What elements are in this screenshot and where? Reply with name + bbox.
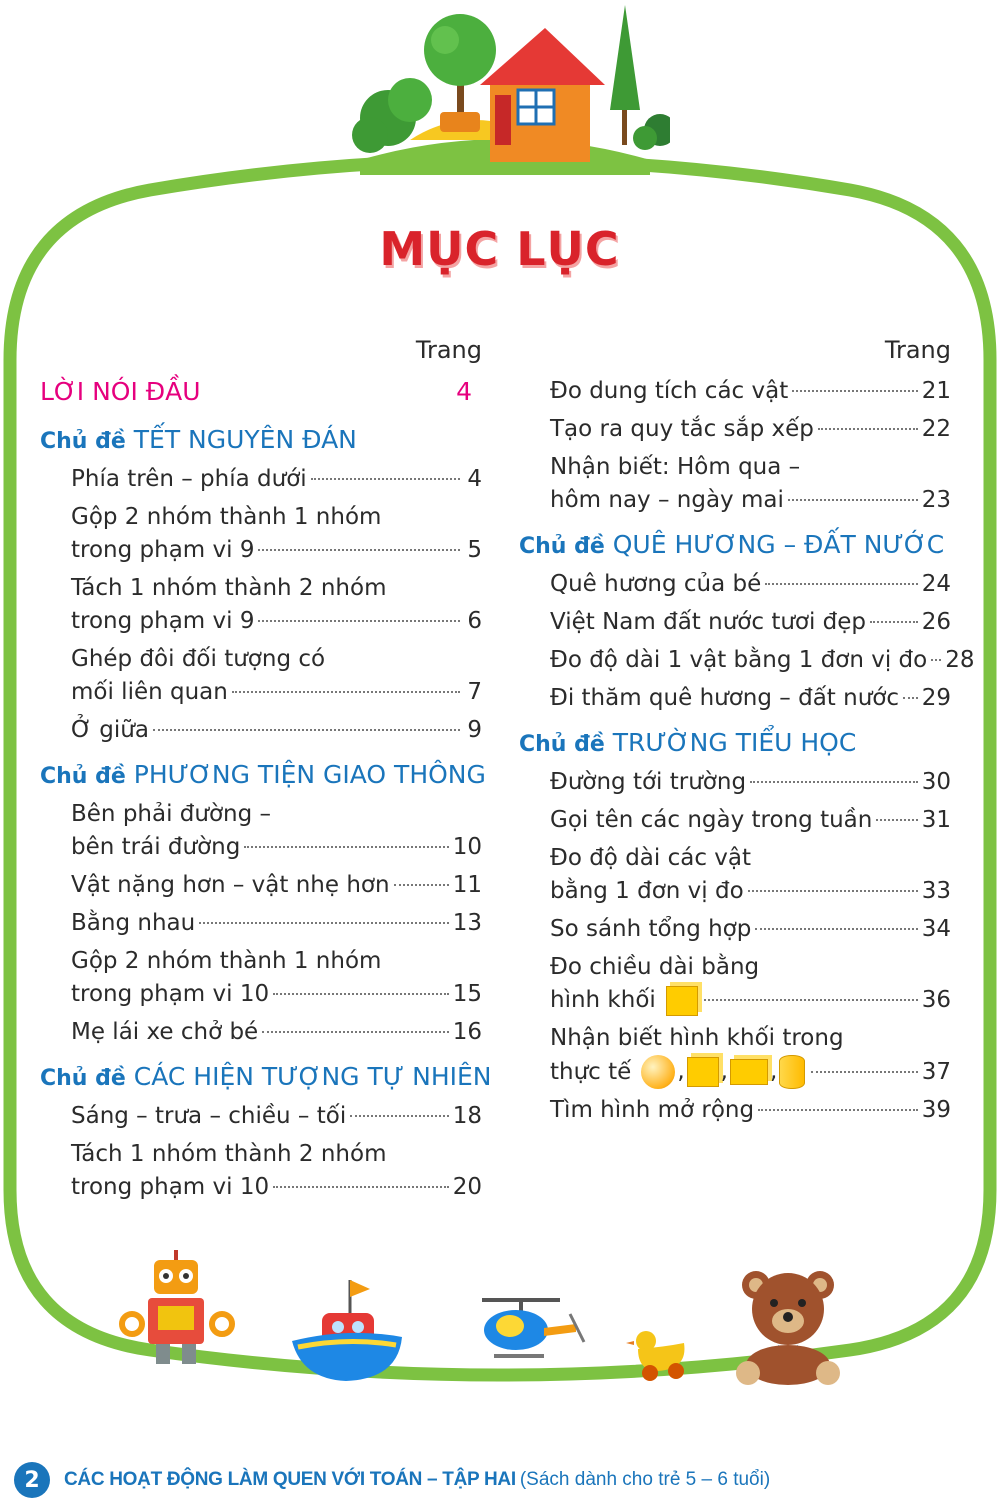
boat-icon	[288, 1275, 406, 1385]
entry-line	[550, 644, 975, 677]
entry-line	[71, 831, 482, 864]
dot-leader	[153, 729, 460, 731]
entry-page-number: 36	[921, 987, 951, 1013]
entry-line	[550, 1055, 951, 1089]
entry-page-number: 7	[467, 679, 482, 705]
entry-page-number: 20	[452, 1174, 482, 1200]
toc-entry[interactable]	[519, 413, 951, 446]
entry-page-number: 11	[452, 872, 482, 898]
entry-title: Tạo ra quy tắc sắp xếp	[550, 416, 814, 442]
toc-entry[interactable]	[519, 644, 975, 677]
entry-title: Mẹ lái xe chở bé	[71, 1019, 259, 1045]
entry-line	[71, 1016, 482, 1049]
dot-leader	[931, 659, 941, 661]
toc-entry[interactable]	[40, 1016, 482, 1049]
entry-page-number: 4	[467, 466, 482, 492]
toc-entry[interactable]	[519, 951, 951, 1017]
house-icon	[340, 0, 670, 175]
entry-page-number: 13	[452, 910, 482, 936]
cube-shape-icon	[687, 1057, 719, 1087]
entry-line	[550, 875, 951, 908]
dot-leader	[903, 697, 918, 699]
entry-title-line1: Ghép đôi đối tượng có	[71, 646, 326, 672]
page-column-label: Trang	[884, 336, 951, 364]
toc-entry[interactable]	[519, 842, 951, 908]
entry-line	[550, 804, 951, 837]
entry-title: Đường tới trường	[550, 769, 747, 795]
entry-title: Đo độ dài 1 vật bằng 1 đơn vị đo	[550, 647, 928, 673]
entry-page-number: 10	[452, 834, 482, 860]
entry-title: Đi thăm quê hương – đất nước	[550, 685, 899, 711]
entry-title: mối liên quan	[71, 679, 228, 705]
book-subtitle: (Sách dành cho trẻ 5 – 6 tuổi)	[519, 1469, 771, 1490]
entry-page-number: 29	[921, 685, 951, 711]
dot-leader	[755, 928, 917, 930]
entry-page-number: 6	[467, 608, 482, 634]
entry-title: trong phạm vi 9	[71, 537, 255, 563]
entry-page-number: 39	[921, 1097, 951, 1123]
entry-page-number: 34	[921, 916, 951, 942]
cube-shape-icon	[666, 986, 698, 1016]
toc-entry[interactable]	[519, 1022, 951, 1089]
entry-line	[71, 534, 482, 567]
dot-leader	[273, 1186, 449, 1188]
entry-title: Vật nặng hơn – vật nhẹ hơn	[71, 872, 390, 898]
toc-entry[interactable]	[40, 463, 482, 496]
toc-right-topics	[519, 527, 975, 1127]
entry-page-number: 21	[921, 378, 951, 404]
entry-title: Sáng – trưa – chiều – tối	[71, 1103, 347, 1129]
dot-leader	[750, 781, 918, 783]
entry-title: So sánh tổng hợp	[550, 916, 752, 942]
entry-title-line1: Bên phải đường –	[71, 801, 272, 827]
entry-title-line1: Gộp 2 nhóm thành 1 nhóm	[71, 948, 382, 974]
toc-entry[interactable]	[40, 643, 482, 709]
entry-title: Phía trên – phía dưới	[71, 466, 307, 492]
topic-prefix: Chủ đề	[40, 1066, 126, 1091]
entry-page-number: 33	[921, 878, 951, 904]
topic-prefix: Chủ đề	[40, 764, 126, 789]
toc-entry[interactable]	[40, 907, 482, 940]
entry-title: Quê hương của bé	[550, 571, 762, 597]
entry-title-line1: Tách 1 nhóm thành 2 nhóm	[71, 575, 387, 601]
dot-leader	[788, 499, 918, 501]
dot-leader	[350, 1115, 449, 1117]
entry-title-line1: Nhận biết hình khối trong	[550, 1025, 844, 1051]
entry-page-number: 18	[452, 1103, 482, 1129]
dot-leader	[704, 999, 918, 1001]
toc-intro-entry[interactable]	[40, 372, 482, 412]
entry-title: Tìm hình mở rộng	[550, 1097, 755, 1123]
page-footer	[14, 1460, 770, 1500]
entry-line	[71, 1171, 482, 1204]
entry-page-number: 30	[921, 769, 951, 795]
duck-toy-icon	[624, 1325, 696, 1387]
dot-leader	[199, 922, 449, 924]
toc-entry[interactable]	[40, 1100, 482, 1133]
book-title: CÁC HOẠT ĐỘNG LÀM QUEN VỚI TOÁN – TẬP HAI	[64, 1469, 516, 1490]
toc-entry[interactable]	[519, 804, 951, 837]
entry-title: trong phạm vi 9	[71, 608, 255, 634]
entry-title: hôm nay – ngày mai	[550, 487, 784, 513]
dot-leader	[876, 819, 917, 821]
entry-shapes	[664, 984, 700, 1017]
cylinder-shape-icon	[779, 1055, 805, 1089]
dot-leader	[311, 478, 460, 480]
dot-leader	[273, 993, 449, 995]
dot-leader	[232, 691, 460, 693]
entry-title: Ở giữa	[71, 717, 149, 743]
dot-leader	[394, 884, 449, 886]
entry-title: bên trái đường	[71, 834, 241, 860]
toc-entry[interactable]	[40, 869, 482, 902]
entry-title: Gọi tên các ngày trong tuần	[550, 807, 873, 833]
toc-entry[interactable]	[40, 572, 482, 638]
entry-line	[71, 714, 482, 747]
toc-entry[interactable]	[40, 714, 482, 747]
entry-title: trong phạm vi 10	[71, 981, 270, 1007]
entry-title-line1: Gộp 2 nhóm thành 1 nhóm	[71, 504, 382, 530]
toc-entry[interactable]	[519, 568, 951, 601]
entry-line	[550, 606, 951, 639]
toc-entry[interactable]	[40, 798, 482, 864]
entry-title-line1: Đo chiều dài bằng	[550, 954, 760, 980]
entry-line	[550, 766, 951, 799]
entry-title: Đo dung tích các vật	[550, 378, 789, 404]
dot-leader	[758, 1109, 918, 1111]
entry-page-number: 28	[945, 647, 975, 673]
dot-leader	[262, 1031, 449, 1033]
topic-heading[interactable]	[519, 725, 951, 761]
entry-shapes: , , ,	[639, 1055, 807, 1089]
topic-prefix: Chủ đề	[40, 429, 126, 454]
dot-leader	[870, 621, 918, 623]
teddy-bear-icon	[728, 1265, 848, 1385]
toc-left-column	[40, 330, 492, 1204]
page-number: 2	[14, 1462, 50, 1498]
entry-page-number: 22	[921, 416, 951, 442]
entry-line	[71, 907, 482, 940]
topic-name: TẾT NGUYÊN ĐÁN	[125, 425, 357, 454]
entry-line	[550, 682, 951, 715]
entry-page-number: 5	[467, 537, 482, 563]
topic-heading[interactable]	[40, 422, 482, 458]
page-column-label: Trang	[415, 336, 482, 364]
entry-title: Bằng nhau	[71, 910, 196, 936]
entry-title: Việt Nam đất nước tươi đẹp	[550, 609, 867, 635]
entry-line	[71, 605, 482, 638]
entry-page-number: 23	[921, 487, 951, 513]
toc-left-topics	[40, 422, 492, 1204]
entry-line	[550, 413, 951, 446]
entry-line	[71, 1100, 482, 1133]
entry-line	[71, 676, 482, 709]
entry-page-number: 15	[452, 981, 482, 1007]
entry-page-number: 24	[921, 571, 951, 597]
topic-name: CÁC HIỆN TƯỢNG TỰ NHIÊN	[125, 1062, 492, 1091]
toc-entry[interactable]	[519, 913, 951, 946]
toc-entry[interactable]	[519, 766, 951, 799]
toc-entry[interactable]	[519, 1094, 951, 1127]
dot-leader	[818, 428, 918, 430]
entry-line	[550, 913, 951, 946]
toc-entry[interactable]	[519, 451, 951, 517]
dot-leader	[765, 583, 917, 585]
entry-line	[71, 978, 482, 1011]
entry-title: hình khối	[550, 987, 656, 1013]
entry-line	[550, 375, 951, 408]
dot-leader	[258, 549, 460, 551]
entry-page-number: 26	[921, 609, 951, 635]
entry-line	[71, 463, 482, 496]
entry-page-number: 9	[467, 717, 482, 743]
entry-page-number: 31	[921, 807, 951, 833]
entry-line	[550, 484, 951, 517]
page-title: MỤC LỤC	[379, 222, 620, 276]
entry-title: bằng 1 đơn vị đo	[550, 878, 744, 904]
entry-title-line1: Đo độ dài các vật	[550, 845, 752, 871]
dot-leader	[244, 846, 448, 848]
entry-title-line1: Nhận biết: Hôm qua –	[550, 454, 801, 480]
robot-icon	[118, 1248, 236, 1373]
topic-heading[interactable]	[40, 1059, 492, 1095]
cuboid-shape-icon	[730, 1059, 768, 1085]
toc-entry[interactable]	[40, 1138, 482, 1204]
topic-name: PHƯƠNG TIỆN GIAO THÔNG	[125, 760, 486, 789]
topic-name: TRƯỜNG TIỂU HỌC	[604, 728, 857, 757]
topic-heading[interactable]	[40, 757, 486, 793]
dot-leader	[811, 1071, 917, 1073]
topic-name: QUÊ HƯƠNG – ĐẤT NƯỚC	[604, 530, 945, 559]
toc-right-column	[519, 330, 975, 1127]
entry-line	[550, 984, 951, 1017]
dot-leader	[748, 890, 918, 892]
toc-entry[interactable]	[40, 501, 482, 567]
dot-leader	[792, 390, 917, 392]
entry-line	[71, 869, 482, 902]
entry-page-number: 16	[452, 1019, 482, 1045]
topic-heading[interactable]	[519, 527, 951, 563]
helicopter-icon	[474, 1294, 590, 1364]
entry-title: trong phạm vi 10	[71, 1174, 270, 1200]
entry-line	[550, 568, 951, 601]
toc-entry[interactable]	[519, 375, 951, 408]
toc-right-continued	[519, 375, 951, 517]
sphere-shape-icon	[641, 1055, 675, 1089]
topic-prefix: Chủ đề	[519, 732, 605, 757]
entry-title-line1: Tách 1 nhóm thành 2 nhóm	[71, 1141, 387, 1167]
topic-prefix: Chủ đề	[519, 534, 605, 559]
intro-label: LỜI NÓI ĐẦU	[40, 377, 201, 406]
intro-page: 4	[456, 377, 472, 406]
toc-entry[interactable]	[40, 945, 482, 1011]
entry-title: thực tế	[550, 1058, 632, 1085]
dot-leader	[258, 620, 460, 622]
toc-entry[interactable]	[519, 682, 951, 715]
entry-line	[550, 1094, 951, 1127]
entry-page-number: 37	[921, 1058, 951, 1085]
toc-entry[interactable]	[519, 606, 951, 639]
